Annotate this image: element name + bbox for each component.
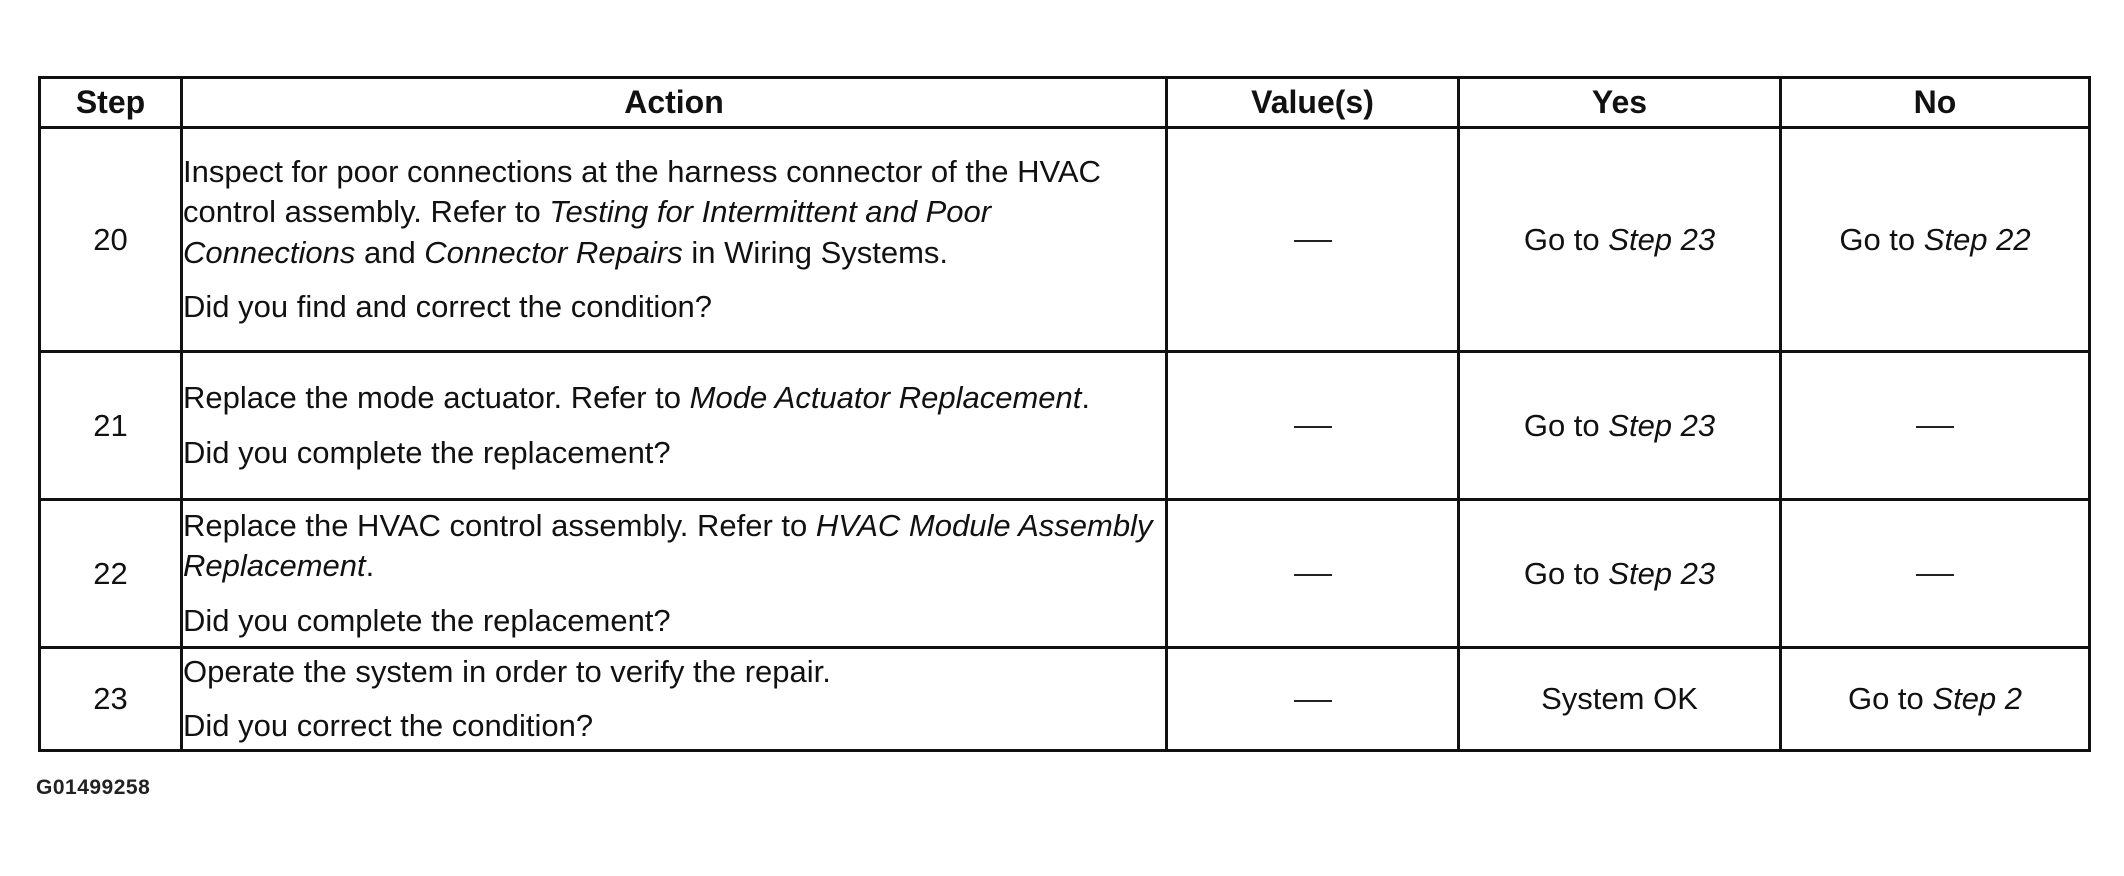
table-row xyxy=(40,128,2090,352)
step-number: 23 xyxy=(40,648,182,751)
no-prefix: Go to xyxy=(1839,221,1924,257)
step-number: 21 xyxy=(40,352,182,500)
table-row xyxy=(40,352,2090,500)
action-question: Did you find and correct the condition? xyxy=(183,289,713,324)
step-number: 22 xyxy=(40,500,182,648)
yes-step-link[interactable]: Step 23 xyxy=(1608,555,1716,591)
yes-step-link[interactable]: Step 23 xyxy=(1608,221,1716,257)
action-text xyxy=(183,152,1165,274)
action-text-part: Inspect for poor connections at the harness connector of the HVAC control assembly. Refer to xyxy=(183,153,1101,229)
no-cell xyxy=(1781,128,2090,352)
value-dash xyxy=(1294,240,1332,242)
action-cell xyxy=(182,128,1167,352)
action-text-part: . xyxy=(365,548,375,584)
table-row xyxy=(40,648,2090,751)
table-header-row xyxy=(40,78,2090,128)
yes-text: System OK xyxy=(1541,681,1698,716)
value-dash xyxy=(1294,574,1332,576)
no-dash xyxy=(1916,574,1954,576)
header-action: Action xyxy=(182,78,1167,128)
action-text-part: in Wiring Systems. xyxy=(682,234,949,270)
yes-prefix: Go to xyxy=(1523,407,1609,443)
reference-link[interactable]: Connector Repairs xyxy=(424,234,683,270)
diagnostic-table-frame xyxy=(38,76,2088,752)
no-dash xyxy=(1916,426,1954,428)
action-text: Operate the system in order to verify the repair. xyxy=(183,653,831,689)
no-step-link[interactable]: Step 22 xyxy=(1923,221,2031,257)
action-cell xyxy=(182,500,1167,648)
action-text-part: Replace the HVAC control assembly. Refer to xyxy=(183,507,816,543)
step-number: 20 xyxy=(40,128,182,352)
reference-link[interactable]: HVAC Module Assembly Replacement xyxy=(183,507,1153,584)
action-text-part: . xyxy=(1081,380,1090,415)
action-cell xyxy=(182,648,1167,751)
no-cell xyxy=(1781,648,2090,751)
action-text-part: and xyxy=(355,234,425,270)
value-cell xyxy=(1167,648,1459,751)
diagnostic-steps-table xyxy=(38,76,2091,752)
no-cell xyxy=(1781,500,2090,648)
value-cell xyxy=(1167,500,1459,648)
value-dash xyxy=(1294,426,1332,428)
value-cell xyxy=(1167,128,1459,352)
reference-link[interactable]: Testing for Intermittent and Poor Connections xyxy=(183,194,992,270)
figure-id: G01499258 xyxy=(36,776,151,799)
no-prefix: Go to xyxy=(1847,681,1933,716)
header-yes: Yes xyxy=(1459,78,1781,128)
table-row xyxy=(40,500,2090,648)
action-text xyxy=(183,506,1165,587)
value-cell xyxy=(1167,352,1459,500)
header-values: Value(s) xyxy=(1167,78,1459,128)
yes-cell xyxy=(1459,128,1781,352)
action-cell xyxy=(182,352,1167,500)
action-text-part: Replace the mode actuator. Refer to xyxy=(183,380,690,415)
header-no: No xyxy=(1781,78,2090,128)
yes-cell xyxy=(1459,648,1781,751)
yes-cell xyxy=(1459,500,1781,648)
action-text xyxy=(183,378,1165,419)
no-cell xyxy=(1781,352,2090,500)
yes-cell xyxy=(1459,352,1781,500)
reference-link[interactable]: Mode Actuator Replacement xyxy=(689,380,1082,415)
action-question: Did you correct the condition? xyxy=(183,708,594,743)
yes-prefix: Go to xyxy=(1523,221,1609,257)
yes-step-link[interactable]: Step 23 xyxy=(1608,407,1716,443)
no-step-link[interactable]: Step 2 xyxy=(1932,681,2023,716)
yes-prefix: Go to xyxy=(1523,555,1609,591)
header-step: Step xyxy=(40,78,182,128)
action-question: Did you complete the replacement? xyxy=(183,602,671,638)
action-question: Did you complete the replacement? xyxy=(183,434,671,470)
value-dash xyxy=(1294,700,1332,702)
